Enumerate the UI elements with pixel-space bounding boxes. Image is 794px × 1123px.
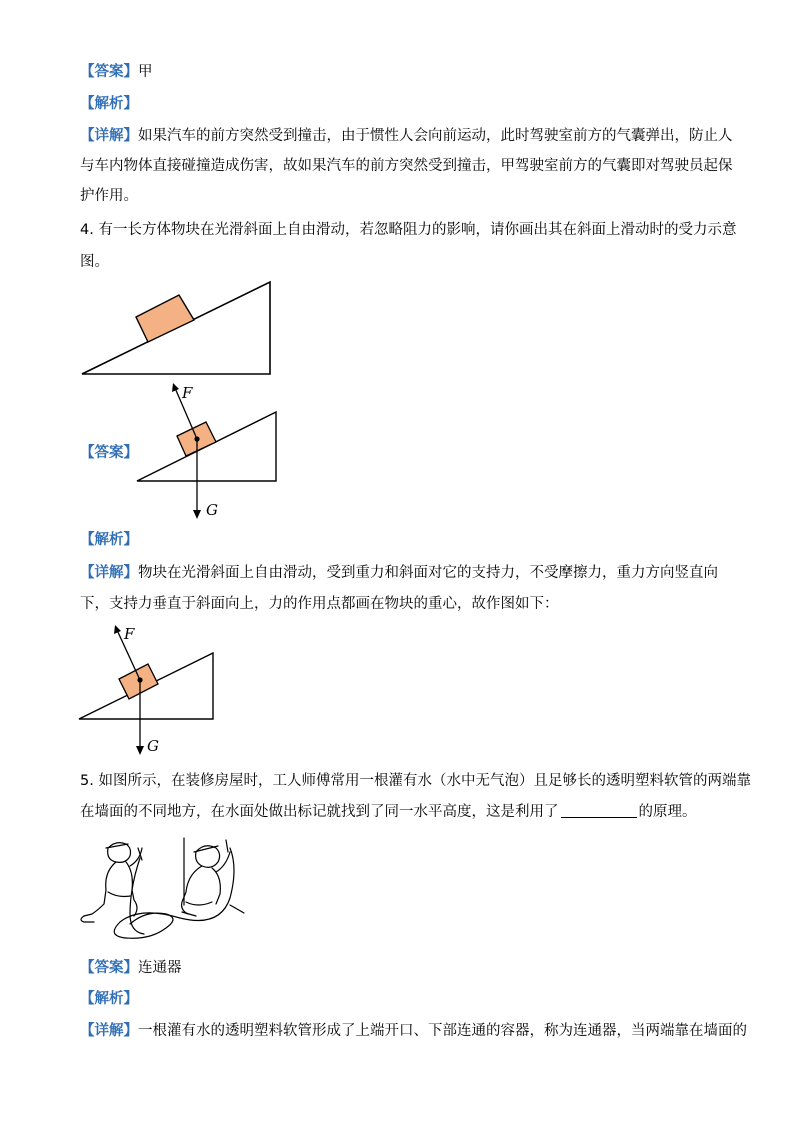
detail-tag: 【详解】 <box>80 128 138 144</box>
detail-tag: 【详解】 <box>80 565 138 581</box>
force-label-G: G <box>147 737 159 755</box>
q4-stem-line-2: 图。 <box>80 254 109 270</box>
q3-detail-line-2: 与车内物体直接碰撞造成伤害，故如果汽车的前方突然受到撞击，甲驾驶室前方的气囊即对驾驶员起保 <box>80 158 733 174</box>
detail-tag: 【详解】 <box>80 1023 138 1039</box>
q3-detail-line-3: 护作用。 <box>80 188 138 204</box>
q5-detail-line-1 <box>80 1021 747 1041</box>
stem-text-end: 的原理。 <box>638 804 697 820</box>
q5-answer-line <box>80 958 182 978</box>
q4-stem-line-1: 4. 有一长方体物块在光滑斜面上自由滑动，若忽略阻力的影响，请你画出其在斜面上滑动时的受力示意 <box>80 222 737 238</box>
analysis-tag: 【解析】 <box>80 991 138 1007</box>
answer-tag: 【答案】 <box>80 960 138 976</box>
analysis-tag: 【解析】 <box>80 96 138 112</box>
answer-text: 连通器 <box>138 960 182 976</box>
force-label-F: F <box>124 625 135 643</box>
force-label-F: F <box>182 384 193 402</box>
answer-tag: 【答案】 <box>80 64 138 80</box>
detail-text: 如果汽车的前方突然受到撞击，由于惯性人会向前运动，此时驾驶室前方的气囊弹出，防止人 <box>138 128 733 144</box>
detail-text: 物块在光滑斜面上自由滑动，受到重力和斜面对它的支持力，不受摩擦力，重力方向竖直向 <box>138 565 718 581</box>
analysis-tag: 【解析】 <box>80 532 138 548</box>
q5-analysis-line <box>80 989 138 1009</box>
force-label-G: G <box>206 501 218 519</box>
answer-text: 甲 <box>138 64 153 80</box>
q4-detail-line-2: 下，支持力垂直于斜面向上，力的作用点都画在物块的重心，故作图如下： <box>80 596 559 612</box>
answer-tag: 【答案】 <box>80 445 138 461</box>
stem-text: 在墙面的不同地方，在水面处做出标记就找到了同一水平高度，这是利用了 <box>80 804 559 820</box>
detail-text: 一根灌有水的透明塑料软管形成了上端开口、下部连通的容器，称为连通器，当两端靠在墙面的 <box>138 1023 747 1039</box>
q5-stem-line-1: 5. 如图所示，在装修房屋时，工人师傅常用一根灌有水（水中无气泡）且足够长的透明塑料软管的两端靠 <box>80 773 751 789</box>
